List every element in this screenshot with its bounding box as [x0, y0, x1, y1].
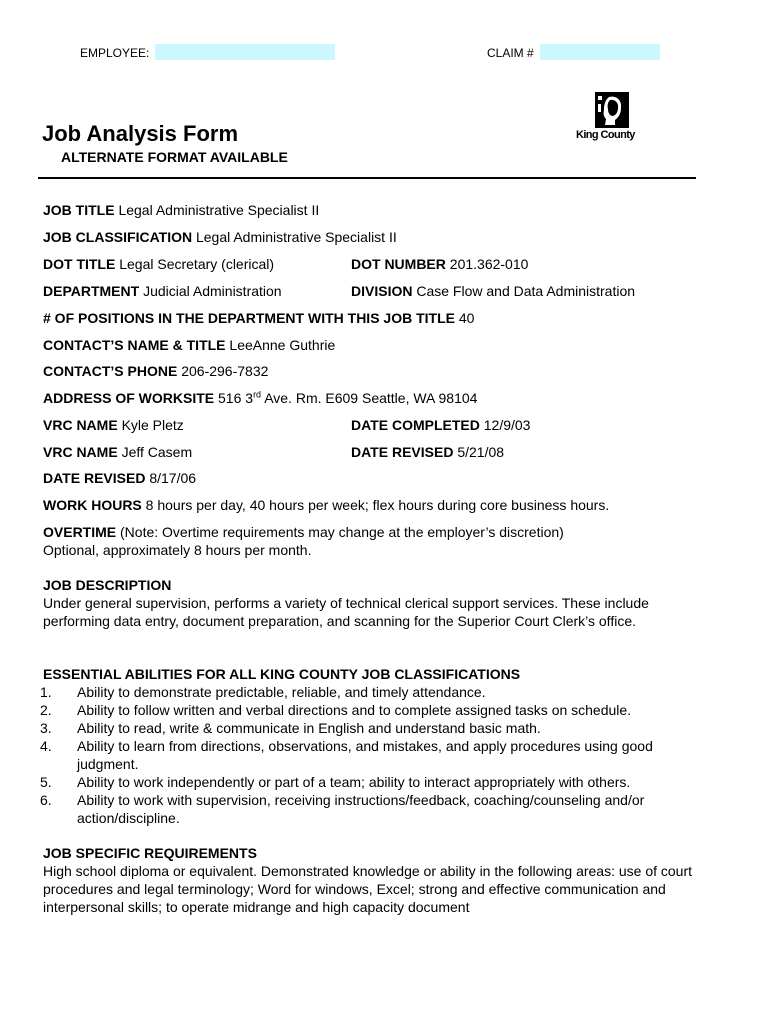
job-title-row	[43, 201, 319, 219]
vrc-name-value: Jeff Casem	[121, 444, 193, 460]
date-revised-row-1	[351, 443, 504, 461]
department-label: DEPARTMENT	[43, 283, 140, 299]
date-completed-label: DATE COMPLETED	[351, 417, 480, 433]
vrc-name-label: VRC NAME	[43, 444, 118, 460]
dot-number-value: 201.362-010	[449, 256, 529, 272]
date-completed-value: 12/9/03	[483, 417, 531, 433]
positions-row	[43, 309, 474, 327]
positions-label: # OF POSITIONS IN THE DEPARTMENT WITH THIS JOB TITLE	[43, 310, 455, 326]
job-specific-heading: JOB SPECIFIC REQUIREMENTS	[43, 845, 257, 861]
employee-label: EMPLOYEE:	[80, 46, 150, 60]
date-revised-label: DATE REVISED	[43, 470, 146, 486]
contact-phone-label: CONTACT’S PHONE	[43, 363, 178, 379]
king-county-portrait-icon	[595, 92, 629, 128]
page-subtitle: ALTERNATE FORMAT AVAILABLE	[61, 149, 288, 165]
contact-name-row	[43, 336, 335, 354]
vrc-name-row-2	[43, 443, 192, 461]
date-revised-value: 5/21/08	[457, 444, 505, 460]
page-title: Job Analysis Form	[42, 121, 239, 146]
vrc-name-label: VRC NAME	[43, 417, 118, 433]
overtime-note: (Note: Overtime requirements may change at the employer’s discretion)	[120, 524, 564, 540]
address-label: ADDRESS OF WORKSITE	[43, 390, 215, 406]
work-hours-value: 8 hours per day, 40 hours per week; flex hours during core business hours.	[145, 497, 610, 513]
address-row	[43, 389, 477, 407]
division-value: Case Flow and Data Administration	[416, 283, 636, 299]
dot-number-row	[351, 255, 528, 273]
work-hours-label: WORK HOURS	[43, 497, 142, 513]
king-county-logo	[576, 92, 648, 144]
positions-value: 40	[458, 310, 475, 326]
job-specific-text: High school diploma or equivalent. Demonstrated knowledge or ability in the following areas: use of court procedures and legal terminology; Word for windows, Excel; strong and effective communication and interpersonal skills; to operate midrange and high capacity document	[43, 863, 693, 915]
essential-abilities-heading: ESSENTIAL ABILITIES FOR ALL KING COUNTY JOB CLASSIFICATIONS	[43, 666, 521, 682]
overtime-label: OVERTIME	[43, 524, 117, 540]
division-label: DIVISION	[351, 283, 413, 299]
department-row	[43, 282, 282, 300]
date-revised-row-2	[43, 469, 196, 487]
contact-name-value: LeeAnne Guthrie	[229, 337, 336, 353]
job-description-heading: JOB DESCRIPTION	[43, 577, 172, 593]
department-value: Judicial Administration	[143, 283, 282, 299]
job-title-value: Legal Administrative Specialist II	[118, 202, 320, 218]
date-revised-value: 8/17/06	[149, 470, 197, 486]
vrc-name-value: Kyle Pletz	[121, 417, 184, 433]
date-completed-row	[351, 416, 530, 434]
dot-title-label: DOT TITLE	[43, 256, 116, 272]
dot-number-label: DOT NUMBER	[351, 256, 446, 272]
vrc-name-row-1	[43, 416, 184, 434]
contact-phone-value: 206-296-7832	[181, 363, 269, 379]
logo-text: King County	[576, 129, 635, 141]
job-classification-row	[43, 228, 397, 246]
work-hours-row	[43, 496, 609, 514]
job-classification-value: Legal Administrative Specialist II	[195, 229, 397, 245]
overtime-detail: Optional, approximately 8 hours per month.	[43, 542, 312, 558]
dot-title-value: Legal Secretary (clerical)	[119, 256, 275, 272]
claim-label: CLAIM #	[487, 46, 534, 60]
date-revised-label: DATE REVISED	[351, 444, 454, 460]
job-title-label: JOB TITLE	[43, 202, 115, 218]
address-value: 516 3rd Ave. Rm. E609 Seattle, WA 98104	[218, 389, 478, 406]
job-description-text: Under general supervision, performs a variety of technical clerical support services. These include performing data entry, document preparation, and scanning for the Superior Court Clerk’s office.	[43, 595, 649, 629]
title-divider	[38, 177, 696, 179]
overtime-row	[43, 523, 564, 541]
employee-field[interactable]	[155, 44, 335, 60]
contact-name-label: CONTACT’S NAME & TITLE	[43, 337, 226, 353]
job-classification-label: JOB CLASSIFICATION	[43, 229, 193, 245]
dot-title-row	[43, 255, 274, 273]
division-row	[351, 282, 635, 300]
claim-field[interactable]	[540, 44, 660, 60]
contact-phone-row	[43, 362, 268, 380]
